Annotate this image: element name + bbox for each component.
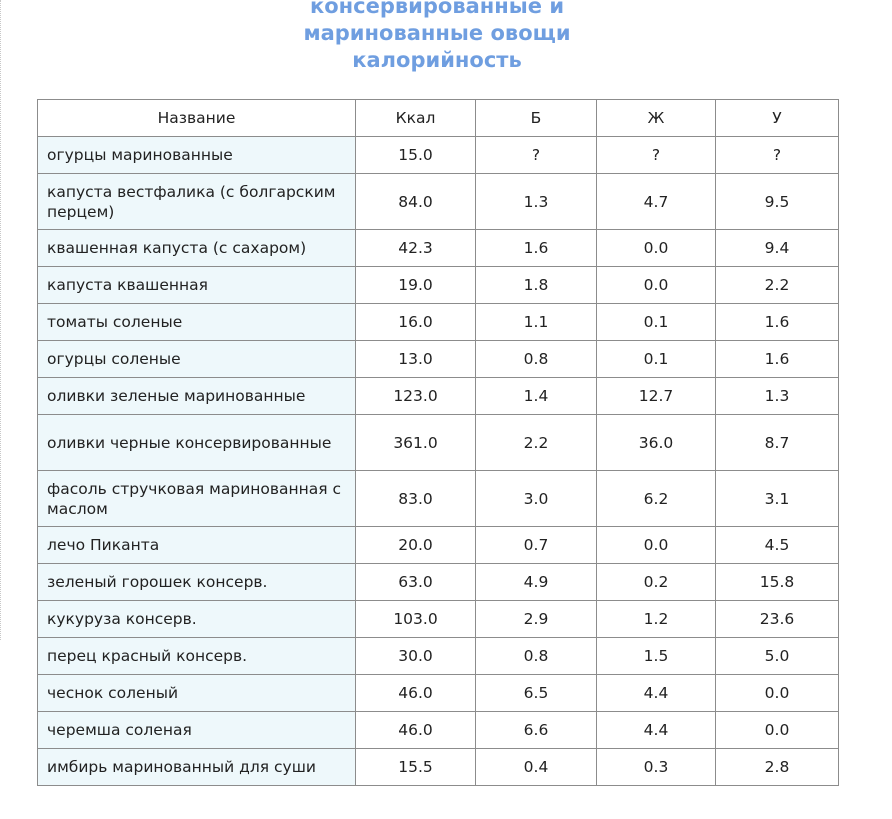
cell-kcal: 20.0	[356, 527, 476, 564]
cell-protein: 0.7	[476, 527, 597, 564]
cell-kcal: 84.0	[356, 174, 476, 230]
cell-carbs: ?	[716, 137, 839, 174]
table-row	[38, 137, 839, 174]
cell-name: оливки черные консервированные	[38, 415, 356, 471]
cell-name: капуста вестфалика (с болгарским перцем)	[38, 174, 356, 230]
table-row	[38, 341, 839, 378]
cell-carbs: 8.7	[716, 415, 839, 471]
title-line-1: консервированные и	[309, 0, 565, 18]
cell-fat: 12.7	[597, 378, 716, 415]
calorie-table	[37, 99, 839, 786]
cell-protein: 0.4	[476, 749, 597, 786]
cell-fat: 4.4	[597, 675, 716, 712]
cell-protein: 6.6	[476, 712, 597, 749]
cell-fat: 1.2	[597, 601, 716, 638]
cell-name: черемша соленая	[38, 712, 356, 749]
cell-carbs: 0.0	[716, 675, 839, 712]
cell-fat: 0.1	[597, 341, 716, 378]
cell-kcal: 361.0	[356, 415, 476, 471]
table-row	[38, 564, 839, 601]
table-row	[38, 675, 839, 712]
cell-kcal: 103.0	[356, 601, 476, 638]
table-row	[38, 415, 839, 471]
title-line-3: калорийность	[352, 48, 522, 72]
cell-kcal: 46.0	[356, 675, 476, 712]
cell-name: перец красный консерв.	[38, 638, 356, 675]
cell-fat: 1.5	[597, 638, 716, 675]
cell-carbs: 1.6	[716, 341, 839, 378]
cell-fat: 0.0	[597, 527, 716, 564]
page-title	[0, 0, 874, 74]
cell-carbs: 5.0	[716, 638, 839, 675]
cell-kcal: 63.0	[356, 564, 476, 601]
header-carbs: У	[716, 100, 839, 137]
cell-name: кукуруза консерв.	[38, 601, 356, 638]
cell-protein: 1.4	[476, 378, 597, 415]
cell-carbs: 9.4	[716, 230, 839, 267]
cell-protein: 3.0	[476, 471, 597, 527]
table-row	[38, 527, 839, 564]
cell-name: квашенная капуста (с сахаром)	[38, 230, 356, 267]
cell-name: томаты соленые	[38, 304, 356, 341]
cell-kcal: 16.0	[356, 304, 476, 341]
cell-carbs: 4.5	[716, 527, 839, 564]
cell-protein: 2.2	[476, 415, 597, 471]
table-row	[38, 749, 839, 786]
cell-name: фасоль стручковая маринованная с маслом	[38, 471, 356, 527]
cell-fat: 4.4	[597, 712, 716, 749]
cell-kcal: 83.0	[356, 471, 476, 527]
cell-protein: 1.3	[476, 174, 597, 230]
cell-name: огурцы маринованные	[38, 137, 356, 174]
cell-fat: 0.2	[597, 564, 716, 601]
cell-carbs: 0.0	[716, 712, 839, 749]
cell-fat: 36.0	[597, 415, 716, 471]
cell-kcal: 19.0	[356, 267, 476, 304]
cell-carbs: 9.5	[716, 174, 839, 230]
cell-protein: 4.9	[476, 564, 597, 601]
header-fat: Ж	[597, 100, 716, 137]
cell-fat: 0.0	[597, 267, 716, 304]
cell-name: оливки зеленые маринованные	[38, 378, 356, 415]
table-row	[38, 638, 839, 675]
cell-protein: 1.8	[476, 267, 597, 304]
cell-name: лечо Пиканта	[38, 527, 356, 564]
table-row	[38, 378, 839, 415]
cell-carbs: 3.1	[716, 471, 839, 527]
cell-kcal: 42.3	[356, 230, 476, 267]
cell-kcal: 15.5	[356, 749, 476, 786]
cell-protein: 6.5	[476, 675, 597, 712]
cell-name: капуста квашенная	[38, 267, 356, 304]
cell-fat: 0.1	[597, 304, 716, 341]
cell-protein: 1.6	[476, 230, 597, 267]
table-row	[38, 304, 839, 341]
cell-protein: 0.8	[476, 341, 597, 378]
page-left-border	[0, 0, 1, 640]
cell-fat: ?	[597, 137, 716, 174]
table-row	[38, 174, 839, 230]
cell-kcal: 30.0	[356, 638, 476, 675]
cell-fat: 4.7	[597, 174, 716, 230]
cell-carbs: 2.8	[716, 749, 839, 786]
table-row	[38, 230, 839, 267]
header-kcal: Ккал	[356, 100, 476, 137]
cell-name: зеленый горошек консерв.	[38, 564, 356, 601]
table-row	[38, 471, 839, 527]
cell-carbs: 23.6	[716, 601, 839, 638]
cell-kcal: 15.0	[356, 137, 476, 174]
cell-protein: 2.9	[476, 601, 597, 638]
cell-fat: 0.0	[597, 230, 716, 267]
cell-fat: 6.2	[597, 471, 716, 527]
header-protein: Б	[476, 100, 597, 137]
cell-protein: 0.8	[476, 638, 597, 675]
cell-kcal: 46.0	[356, 712, 476, 749]
cell-name: имбирь маринованный для суши	[38, 749, 356, 786]
cell-name: чеснок соленый	[38, 675, 356, 712]
cell-kcal: 13.0	[356, 341, 476, 378]
cell-carbs: 1.3	[716, 378, 839, 415]
cell-protein: ?	[476, 137, 597, 174]
table-row	[38, 267, 839, 304]
cell-carbs: 1.6	[716, 304, 839, 341]
table-row	[38, 712, 839, 749]
cell-kcal: 123.0	[356, 378, 476, 415]
header-name: Название	[38, 100, 356, 137]
cell-carbs: 15.8	[716, 564, 839, 601]
title-line-2: маринованные овощи	[303, 21, 571, 45]
cell-fat: 0.3	[597, 749, 716, 786]
cell-name: огурцы соленые	[38, 341, 356, 378]
table-header-row	[38, 100, 839, 137]
cell-protein: 1.1	[476, 304, 597, 341]
table-row	[38, 601, 839, 638]
cell-carbs: 2.2	[716, 267, 839, 304]
